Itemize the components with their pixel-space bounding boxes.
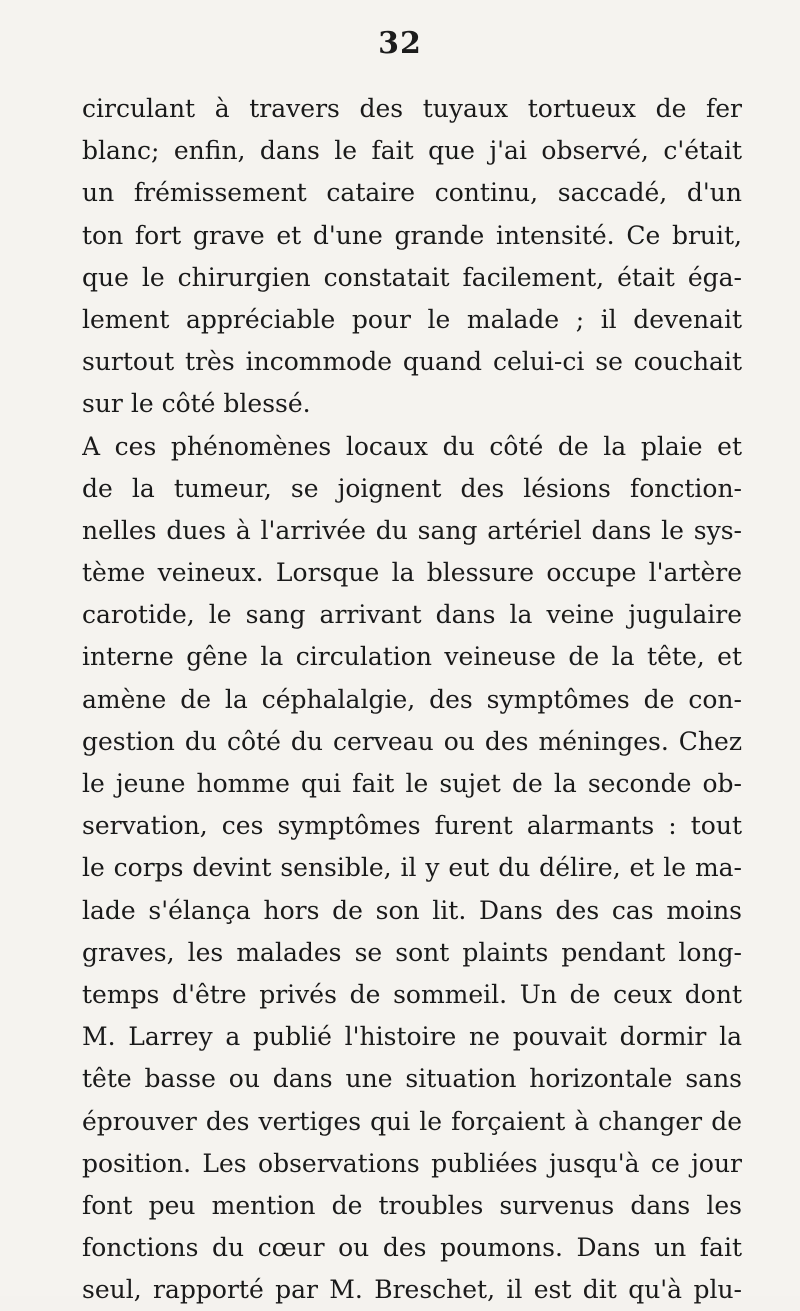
- text-line-11: nelles dues à l'arrivée du sang artériel dans le sys-: [82, 515, 742, 545]
- text-line-13: carotide, le sang arrivant dans la veine jugulaire: [82, 600, 742, 630]
- text-line-8: sur le côté blessé.: [82, 389, 311, 419]
- text-line-1: circulant à travers des tuyaux tortueux de fer: [82, 94, 742, 123]
- text-line-25: éprouver des vertiges qui le forçaient à changer de: [82, 1106, 742, 1136]
- text-line-23: M. Larrey a publié l'histoire ne pouvait dormir la: [82, 1022, 742, 1052]
- text-line-22: temps d'être privés de sommeil. Un de ceux dont: [82, 979, 742, 1009]
- text-line-20: lade s'élança hors de son lit. Dans des cas moins: [82, 895, 742, 925]
- text-line-12: tème veineux. Lorsque la blessure occupe l'artère: [82, 558, 742, 588]
- text-line-24: tête basse ou dans une situation horizontale sans: [82, 1064, 742, 1094]
- text-line-15: amène de la céphalalgie, des symptômes de con-: [82, 684, 742, 714]
- text-line-14: interne gêne la circulation veineuse de la tête, et: [82, 642, 742, 672]
- body-text: [82, 88, 742, 1311]
- text-line-9: A ces phénomènes locaux du côté de la plaie et: [82, 431, 742, 461]
- text-line-27: font peu mention de troubles survenus dans les: [82, 1190, 742, 1220]
- text-line-18: servation, ces symptômes furent alarmants : tout: [82, 811, 742, 841]
- text-line-3: un frémissement cataire continu, saccadé, d'un: [82, 178, 742, 208]
- text-line-28: fonctions du cœur ou des poumons. Dans un fait: [82, 1233, 742, 1263]
- text-line-16: gestion du côté du cerveau ou des méninges. Chez: [82, 726, 742, 756]
- text-line-5: que le chirurgien constatait facilement, était éga-: [82, 262, 742, 292]
- text-line-21: graves, les malades se sont plaints pendant long-: [82, 937, 742, 967]
- text-line-7: surtout très incommode quand celui-ci se couchait: [82, 347, 742, 377]
- text-line-10: de la tumeur, se joignent des lésions fonction-: [82, 473, 742, 503]
- text-line-6: lement appréciable pour le malade ; il devenait: [82, 304, 742, 334]
- text-line-17: le jeune homme qui fait le sujet de la seconde ob-: [82, 769, 742, 798]
- text-line-2: blanc; enfin, dans le fait que j'ai observé, c'était: [82, 136, 742, 166]
- text-line-29: seul, rapporté par M. Breschet, il est dit qu'à plu-: [82, 1275, 742, 1305]
- text-line-26: position. Les observations publiées jusqu'à ce jour: [82, 1148, 742, 1178]
- text-line-19: le corps devint sensible, il y eut du délire, et le ma-: [82, 853, 742, 883]
- page-number: 32: [378, 26, 422, 61]
- text-line-4: ton fort grave et d'une grande intensité. Ce bruit,: [82, 220, 742, 250]
